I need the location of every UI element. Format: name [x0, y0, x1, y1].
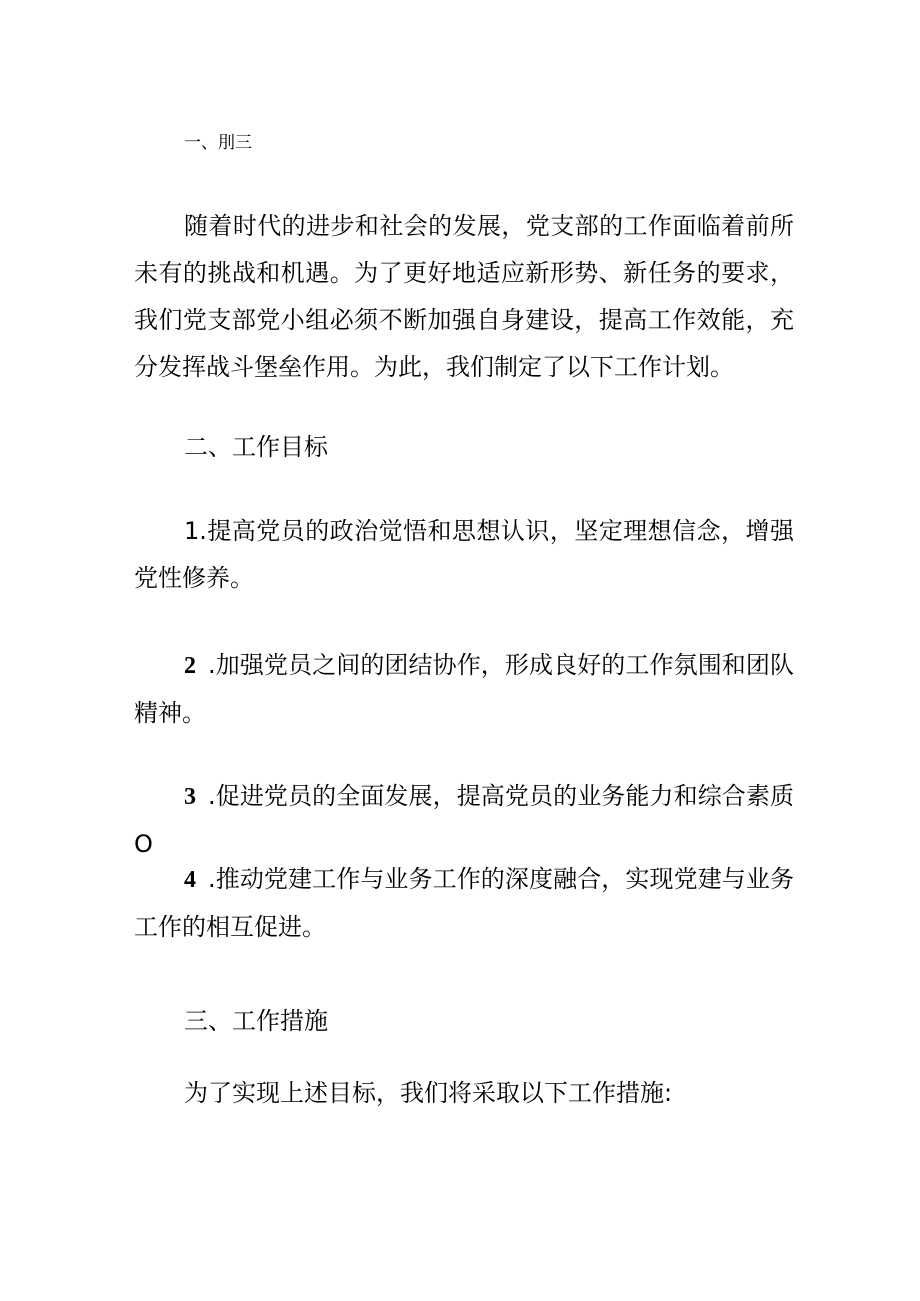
section-heading-goals: 二、工作目标 — [184, 433, 328, 461]
section-heading-measures: 三、工作措施 — [184, 1007, 328, 1035]
goal-item-1 — [134, 508, 794, 602]
goal-item-3 — [134, 773, 794, 868]
goal-text: .加强党员之间的团结协作，形成良好的工作氛围和团队精神。 — [134, 651, 794, 727]
goal-number: 3 — [184, 784, 196, 810]
goal-number: 2 — [184, 653, 196, 679]
intro-paragraph: 随着时代的进步和社会的发展，党支部的工作面临着前所未有的挑战和机遇。为了更好地适应新形势、新任务的要求，我们党支部党小组必须不断加强自身建设，提高工作效能，充分发挥战斗堡垒作用。为此，我们制定了以下工作计划。 — [134, 212, 794, 381]
section-heading-preface: 一、刖三 — [184, 133, 252, 153]
goal-text: 1.提高党员的政治觉悟和思想认识，坚定理想信念，增强党性修养。 — [134, 517, 794, 592]
measures-intro: 为了实现上述目标，我们将采取以下工作措施: — [184, 1079, 673, 1107]
goal-item-4 — [134, 856, 794, 951]
goal-text: .促进党员的全面发展，提高党员的业务能力和综合素质O — [134, 782, 794, 858]
goal-number: 4 — [184, 867, 196, 893]
goal-item-2 — [134, 642, 794, 737]
goal-text: .推动党建工作与业务工作的深度融合，实现党建与业务工作的相互促进。 — [134, 865, 794, 941]
